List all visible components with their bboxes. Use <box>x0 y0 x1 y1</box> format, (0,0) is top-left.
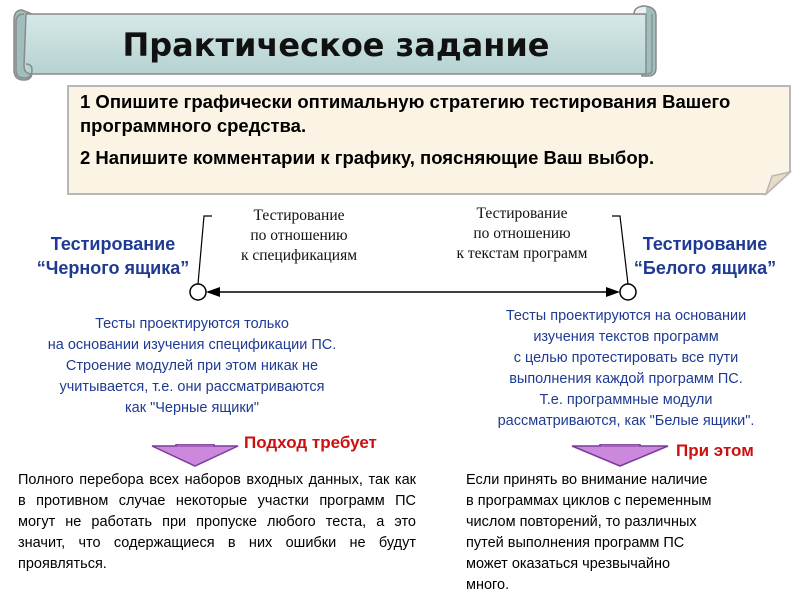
right-down-arrow-icon <box>570 444 670 468</box>
black-box-label-line-2: “Черного ящика” <box>36 258 190 278</box>
black-box-desc-line: учитывается, т.е. они рассматриваются <box>59 379 325 395</box>
white-box-desc-line: с целью протестировать все пути <box>513 350 739 366</box>
white-box-desc-line: Т.е. программные модули <box>539 392 713 408</box>
black-box-desc-line: как "Черные ящики" <box>124 400 260 416</box>
black-box-endpoint <box>190 284 206 300</box>
black-box-description <box>6 314 378 419</box>
white-box-label <box>610 232 800 280</box>
black-box-label <box>18 232 208 280</box>
white-box-desc-line: рассматриваются, как "Белые ящики". <box>497 413 755 429</box>
spec-label-line-2: по отношению <box>250 227 348 244</box>
white-box-description <box>448 306 800 432</box>
task-2: 2 Напишите комментарии к графику, поясняющие Ваш выбор. <box>80 147 655 168</box>
page-title: Практическое задание <box>122 26 550 64</box>
black-box-desc-line: Тесты проектируются только <box>95 316 289 332</box>
white-box-label-line-2: “Белого ящика” <box>633 258 777 278</box>
left-down-arrow-icon <box>150 444 240 468</box>
approach-heading: Подход требует <box>244 433 377 452</box>
black-box-desc-line: на основании изучения спецификации ПС. <box>47 337 337 353</box>
text-label-line-1: Тестирование <box>476 205 568 222</box>
white-box-desc-line: Тесты проектируются на основании <box>505 308 747 324</box>
note-body-line: может оказаться чрезвычайно <box>466 556 671 572</box>
text-label-line-3: к текстам программ <box>456 245 588 262</box>
note-body <box>466 470 786 596</box>
text-label-line-2: по отношению <box>473 225 571 242</box>
white-box-label-line-1: Тестирование <box>642 234 768 254</box>
spec-testing-label <box>214 206 384 266</box>
note-body-line: в программах циклов с переменным <box>466 493 712 509</box>
black-box-desc-line: Строение модулей при этом никак не <box>65 358 319 374</box>
white-box-desc-line: выполнения каждой программ ПС. <box>509 371 743 387</box>
white-box-endpoint <box>620 284 636 300</box>
spec-label-line-3: к спецификациям <box>240 247 358 264</box>
spec-label-line-1: Тестирование <box>253 207 345 224</box>
black-box-label-line-1: Тестирование <box>50 234 176 254</box>
note-body-line: много. <box>466 577 510 593</box>
note-body-line: путей выполнения программ ПС <box>466 535 685 551</box>
task-1: 1 Опишите графически оптимальную стратегию тестирования Вашего программного средства. <box>80 91 731 136</box>
task-list <box>80 90 780 170</box>
note-body-line: Если принять во внимание наличие <box>466 472 708 488</box>
note-heading: При этом <box>676 441 754 460</box>
spectrum-arrow <box>206 287 620 297</box>
note-body-line: числом повторений, то различных <box>466 514 697 530</box>
approach-body: Полного перебора всех наборов входных данных, так как в противном случае некоторые участки программ ПС могут не работать при пропуске любого теста, а это значит, что содержащиеся в них ошибки не будут проявляться. <box>18 472 416 572</box>
text-testing-label <box>432 204 612 264</box>
white-box-desc-line: изучения текстов программ <box>533 329 719 345</box>
